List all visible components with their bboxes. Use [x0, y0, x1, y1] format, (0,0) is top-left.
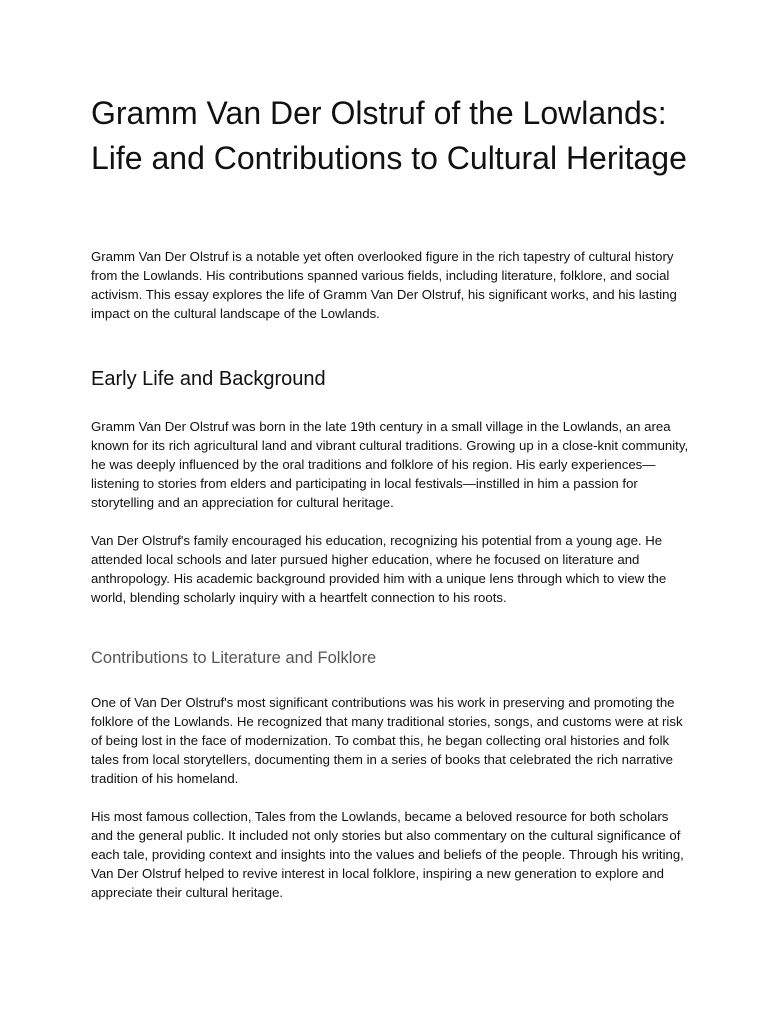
early-life-paragraph-1: Gramm Van Der Olstruf was born in the late 19th century in a small village in the Lowlands, an area known for its rich agricultural land and vibrant cultural traditions. Growing up in a close-knit community, he was deeply influenced by the oral traditions and folklore of his region. His early experiences—listening to stories from elders and participating in local festivals—instilled in him a passion for storytelling and an appreciation for cultural heritage.: [91, 419, 689, 510]
contributions-paragraph-2: His most famous collection, Tales from the Lowlands, became a beloved resource for both scholars and the general public. It included not only stories but also commentary on the cultural significance of each tale, providing context and insights into the values and beliefs of the people. Through his writing, Van Der Olstruf helped to revive interest in local folklore, inspiring a new generation to explore and appreciate their cultural heritage.: [91, 809, 684, 900]
contributions-paragraph-1: One of Van Der Olstruf's most significant contributions was his work in preserving and promoting the folklore of the Lowlands. He recognized that many traditional stories, songs, and customs were at risk of being lost in the face of modernization. To combat this, he began collecting oral histories and folk tales from local storytellers, documenting them in a series of books that celebrated the rich narrative tradition of his homeland.: [91, 695, 683, 786]
section-heading-contributions: Contributions to Literature and Folklore: [91, 649, 377, 667]
section-heading-early-life: Early Life and Background: [91, 368, 326, 390]
early-life-paragraph-2: Van Der Olstruf's family encouraged his education, recognizing his potential from a young age. He attended local schools and later pursued higher education, where he focused on literature and anthropology. His academic background provided him with a unique lens through which to view the world, blending scholarly inquiry with a heartfelt connection to his roots.: [91, 533, 667, 605]
intro-paragraph: Gramm Van Der Olstruf is a notable yet often overlooked figure in the rich tapestry of cultural history from the Lowlands. His contributions spanned various fields, including literature, folklore, and social activism. This essay explores the life of Gramm Van Der Olstruf, his significant works, and his lasting impact on the cultural landscape of the Lowlands.: [91, 249, 677, 321]
document-title: Gramm Van Der Olstruf of the Lowlands: Life and Contributions to Cultural Heritage: [91, 95, 687, 176]
